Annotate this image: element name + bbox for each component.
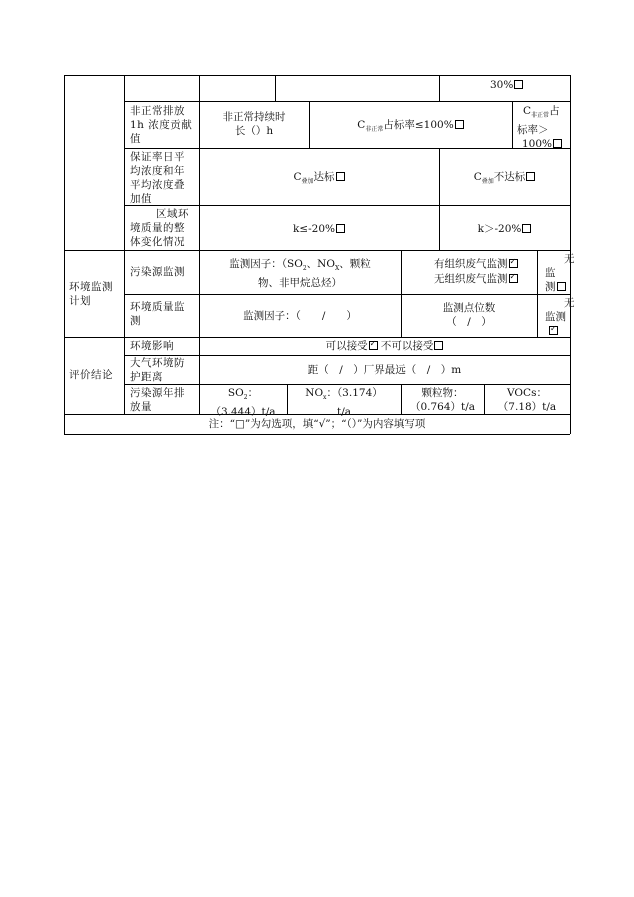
- emission-nox: [287, 386, 401, 419]
- guarantee-label-line: 加值: [130, 193, 152, 205]
- col-line: [512, 101, 513, 148]
- c-symbol: C: [473, 171, 482, 183]
- none-line: 测: [545, 281, 556, 293]
- monitoring-section-label: [69, 280, 113, 308]
- pm-value: （0.764）t/a: [409, 401, 476, 413]
- duration-line: 非正常持续时: [222, 111, 286, 123]
- emission-so2: [199, 386, 287, 419]
- checkbox-organized[interactable]: [509, 259, 518, 268]
- checkbox-ratio-gt[interactable]: [553, 139, 562, 148]
- row-line: [124, 205, 570, 206]
- abnormal-label-line: 非正常排放: [130, 105, 185, 117]
- pollution-monitoring-label: 污染源监测: [130, 266, 185, 278]
- impact-label: 环境影响: [130, 340, 174, 352]
- voc-name: VOCs：: [507, 387, 547, 399]
- regional-label-line: 区域环: [156, 208, 189, 220]
- guarantee-pass: [199, 170, 439, 189]
- abnormal-duration: [199, 110, 309, 138]
- checkbox-pass[interactable]: [336, 172, 345, 181]
- ratio-gt-line: 标率＞: [517, 124, 549, 137]
- row-line: [64, 337, 570, 338]
- checkbox-no-monitoring-2[interactable]: [549, 326, 558, 335]
- unorganized-text: 无组织废气监测: [434, 273, 508, 285]
- regional-k-le: [199, 222, 439, 236]
- emission-label-line: 污染源年排: [130, 387, 185, 399]
- c-symbol: C: [523, 105, 532, 117]
- none-fragment: 无: [564, 253, 575, 265]
- c-subscript: 非正常: [531, 112, 550, 120]
- nox-colon: ：: [326, 387, 337, 399]
- duration-line: 长（）h: [234, 125, 274, 137]
- none-fragment: 无: [564, 297, 575, 309]
- nox-value: （3.174）: [336, 387, 383, 399]
- acceptable-text: 可以接受: [325, 340, 368, 352]
- checkbox-fail[interactable]: [526, 172, 535, 181]
- quality-factors: 监测因子：（ / ）: [243, 310, 357, 322]
- col-line: [537, 250, 538, 337]
- ratio-30-text: 30%: [490, 79, 514, 91]
- table-border-bottom: [64, 434, 570, 435]
- row-line: [124, 101, 570, 102]
- factors-line-2: 物、非甲烷总烃）: [258, 277, 342, 290]
- guarantee-label: [130, 150, 185, 206]
- checkbox-k-gt[interactable]: [522, 224, 531, 233]
- so2-sub: 2: [243, 394, 248, 402]
- quality-monitoring-label: 环境质量监 测: [130, 301, 185, 327]
- row-line: [124, 384, 570, 385]
- col-line: [124, 75, 125, 414]
- checkbox-acceptable[interactable]: [369, 341, 378, 350]
- emission-label-line: 放量: [130, 401, 152, 413]
- none-line: 监测: [545, 311, 566, 323]
- guarantee-label-line: 保证率日平: [130, 151, 185, 163]
- no-monitoring-2: [542, 296, 575, 338]
- c-symbol: C: [293, 171, 302, 183]
- regional-label-line: 境质量的整: [130, 222, 185, 234]
- nox-name: NO: [305, 387, 324, 399]
- abnormal-label: [130, 104, 192, 146]
- checkbox-unacceptable[interactable]: [434, 341, 443, 350]
- emission-label: [130, 386, 185, 414]
- organized-text: 有组织废气监测: [434, 258, 508, 270]
- pass-text: 达标: [313, 171, 335, 183]
- pollution-factors: [199, 257, 401, 290]
- checkbox-no-monitoring-1[interactable]: [557, 282, 566, 291]
- organized-gas: [434, 257, 518, 271]
- monitoring-points: [401, 301, 537, 329]
- row-line: [124, 294, 570, 295]
- section-label-line: 环境监测: [69, 281, 113, 293]
- factors-text: 、NO: [306, 258, 335, 270]
- impact-options: [199, 339, 570, 353]
- abnormal-label-line: 值: [130, 133, 141, 145]
- c-subscript: 叠加: [301, 178, 314, 186]
- conclusion-section-label: 评价结论: [69, 369, 113, 381]
- c-subscript: 非正常: [365, 126, 384, 134]
- factors-text: 监测因子：（SO: [229, 258, 303, 270]
- so2-colon: ：: [247, 387, 259, 399]
- distance-label: [130, 356, 185, 384]
- abnormal-ratio-le: [309, 118, 512, 137]
- c-subscript: 叠加: [481, 178, 494, 186]
- emission-pm: [401, 386, 484, 414]
- voc-value: （7.18）t/a: [497, 401, 557, 413]
- table-border-left: [64, 75, 65, 434]
- factors-text: 、颗粒: [339, 258, 371, 270]
- k-le-text: k≤-20%: [292, 223, 336, 235]
- none-line: 监: [545, 267, 556, 279]
- distance-label-line: 大气环境防: [130, 357, 185, 369]
- regional-label: [130, 207, 189, 249]
- emission-voc: [484, 386, 570, 414]
- section-label-line: 计划: [69, 295, 91, 307]
- so2-value: （3.444）t/a: [210, 406, 276, 419]
- distance-label-line: 护距离: [130, 371, 163, 383]
- k-gt-text: k＞-20%: [477, 223, 522, 235]
- abnormal-ratio-gt: [517, 104, 562, 151]
- c-symbol: C: [357, 119, 366, 131]
- so2-name: SO: [227, 387, 244, 399]
- checkbox-unorganized[interactable]: [509, 274, 518, 283]
- factors-sub: 2: [302, 265, 307, 273]
- pm-name: 颗粒物：: [421, 387, 464, 399]
- abnormal-label-line: 1h 浓度贡献: [130, 119, 193, 131]
- ratio-le-text: 占标率≤100%: [383, 119, 454, 131]
- top-ratio-cell: [490, 78, 523, 92]
- row-line: [124, 355, 570, 356]
- nox-unit: t/a: [336, 406, 352, 419]
- checkbox-ratio-le[interactable]: [455, 120, 464, 129]
- checkbox-k-le[interactable]: [336, 224, 345, 233]
- ratio-gt-value: 100%: [522, 138, 553, 151]
- regional-k-gt: [439, 222, 570, 236]
- points-line: （ / ）: [446, 316, 492, 328]
- checkbox-30[interactable]: [514, 80, 523, 89]
- factors-sub: X: [334, 265, 340, 273]
- row-line: [64, 250, 570, 251]
- table-note: 注：“□”为勾选项，填“√”；“（）”为内容填写项: [208, 418, 426, 430]
- unacceptable-text: 不可以接受: [380, 340, 434, 352]
- distance-value: 距（ / ）厂界最远（ / ）m: [307, 364, 462, 376]
- nox-sub: x: [323, 394, 327, 402]
- col-line: [275, 75, 276, 101]
- regional-label-line: 体变化情况: [130, 236, 185, 248]
- guarantee-fail: [439, 170, 570, 189]
- unorganized-gas: [434, 272, 518, 286]
- guarantee-label-line: 平均浓度叠: [130, 179, 185, 191]
- no-monitoring-1: [542, 252, 575, 294]
- points-line: 监测点位数: [442, 302, 496, 314]
- col-line: [439, 75, 440, 101]
- row-line: [124, 148, 570, 149]
- table-border-top: [64, 75, 570, 76]
- c-suffix: 占: [549, 105, 560, 117]
- fail-text: 不达标: [493, 171, 526, 183]
- guarantee-label-line: 均浓度和年: [130, 165, 185, 177]
